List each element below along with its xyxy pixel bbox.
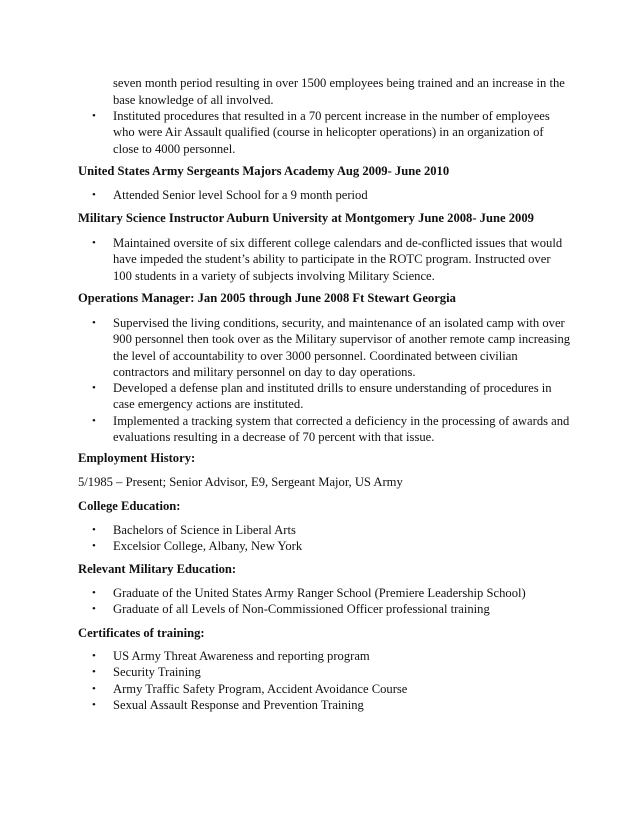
- bullet-icon: •: [92, 189, 96, 201]
- military-science-instructor-bullets: [78, 235, 572, 284]
- section-heading-operations-manager: Operations Manager: Jan 2005 through June 2008 Ft Stewart Georgia: [78, 291, 456, 305]
- employment-history-text: 5/1985 – Present; Senior Advisor, E9, Sergeant Major, US Army: [78, 475, 403, 489]
- sergeants-majors-academy-bullets: [78, 187, 572, 203]
- employment-history-heading: Employment History:: [78, 451, 196, 465]
- bullet-icon: •: [92, 666, 96, 679]
- bullet-icon: •: [92, 524, 96, 536]
- bullet-icon: •: [92, 317, 96, 329]
- bullet-icon: •: [92, 682, 96, 695]
- list-item: • Developed a defense plan and instituted drills to ensure understanding of procedures in case emergency actions are instituted.: [92, 381, 552, 412]
- intro-continuation-text: seven month period resulting in over 1500 employees being trained and an increase in the base knowledge of all involved.: [113, 76, 565, 107]
- bullet-icon: •: [92, 603, 96, 616]
- military-education-bullets: [78, 585, 572, 618]
- list-item: • Sexual Assault Response and Prevention Training: [92, 697, 364, 712]
- bullet-icon: •: [92, 698, 96, 711]
- bullet-icon: •: [92, 110, 96, 122]
- list-item: • Graduate of the United States Army Ranger School (Premiere Leadership School): [92, 586, 526, 600]
- list-item: • Implemented a tracking system that corrected a deficiency in the processing of awards and evaluations resulting in a decrease of 70 percent with that issue.: [92, 413, 570, 445]
- bullet-icon: •: [92, 540, 96, 553]
- list-item: • Instituted procedures that resulted in a 70 percent increase in the number of employees who were Air Assault qualified (course in helicopter operations) in an organization of close to 4000 personnel.: [92, 109, 550, 156]
- list-item: • Army Traffic Safety Program, Accident Avoidance Course: [92, 681, 408, 696]
- certificates-heading: Certificates of training:: [78, 626, 205, 640]
- list-item: • Maintained oversite of six different college calendars and de-conflicted issues that would have impeded the student’s ability to participate in the ROTC program. Instructed over 100 students in a variety of subjects involving Military Science.: [92, 236, 563, 283]
- list-item: • Bachelors of Science in Liberal Arts: [92, 523, 296, 537]
- list-item: • Security Training: [92, 665, 201, 680]
- operations-manager-bullets: [78, 315, 572, 445]
- military-education-heading: Relevant Military Education:: [78, 562, 237, 576]
- bullet-icon: •: [92, 650, 96, 662]
- bullet-icon: •: [92, 587, 96, 599]
- section-heading-military-science-instructor: Military Science Instructor Auburn University at Montgomery June 2008- June 2009: [78, 211, 534, 225]
- list-item: • US Army Threat Awareness and reporting program: [92, 649, 370, 663]
- intro-bullet-list: [78, 108, 572, 157]
- section-heading-sergeants-majors-academy: United States Army Sergeants Majors Academy Aug 2009- June 2010: [78, 164, 450, 178]
- bullet-icon: •: [92, 382, 96, 395]
- list-item: • Graduate of all Levels of Non-Commissioned Officer professional training: [92, 602, 490, 617]
- list-item: • Excelsior College, Albany, New York: [92, 539, 303, 554]
- certificates-bullets: [78, 648, 572, 713]
- bullet-icon: •: [92, 237, 96, 249]
- list-item: • Attended Senior level School for a 9 month period: [92, 188, 368, 202]
- college-education-heading: College Education:: [78, 499, 181, 513]
- list-item: • Supervised the living conditions, security, and maintenance of an isolated camp with over 900 personnel then took over as the Military supervisor of another remote camp increasing the level of accountability to over 3000 personnel. Coordinated between civilian contractors and military personnel on day to day operations.: [92, 316, 571, 379]
- college-education-bullets: [78, 522, 572, 555]
- bullet-icon: •: [92, 414, 96, 427]
